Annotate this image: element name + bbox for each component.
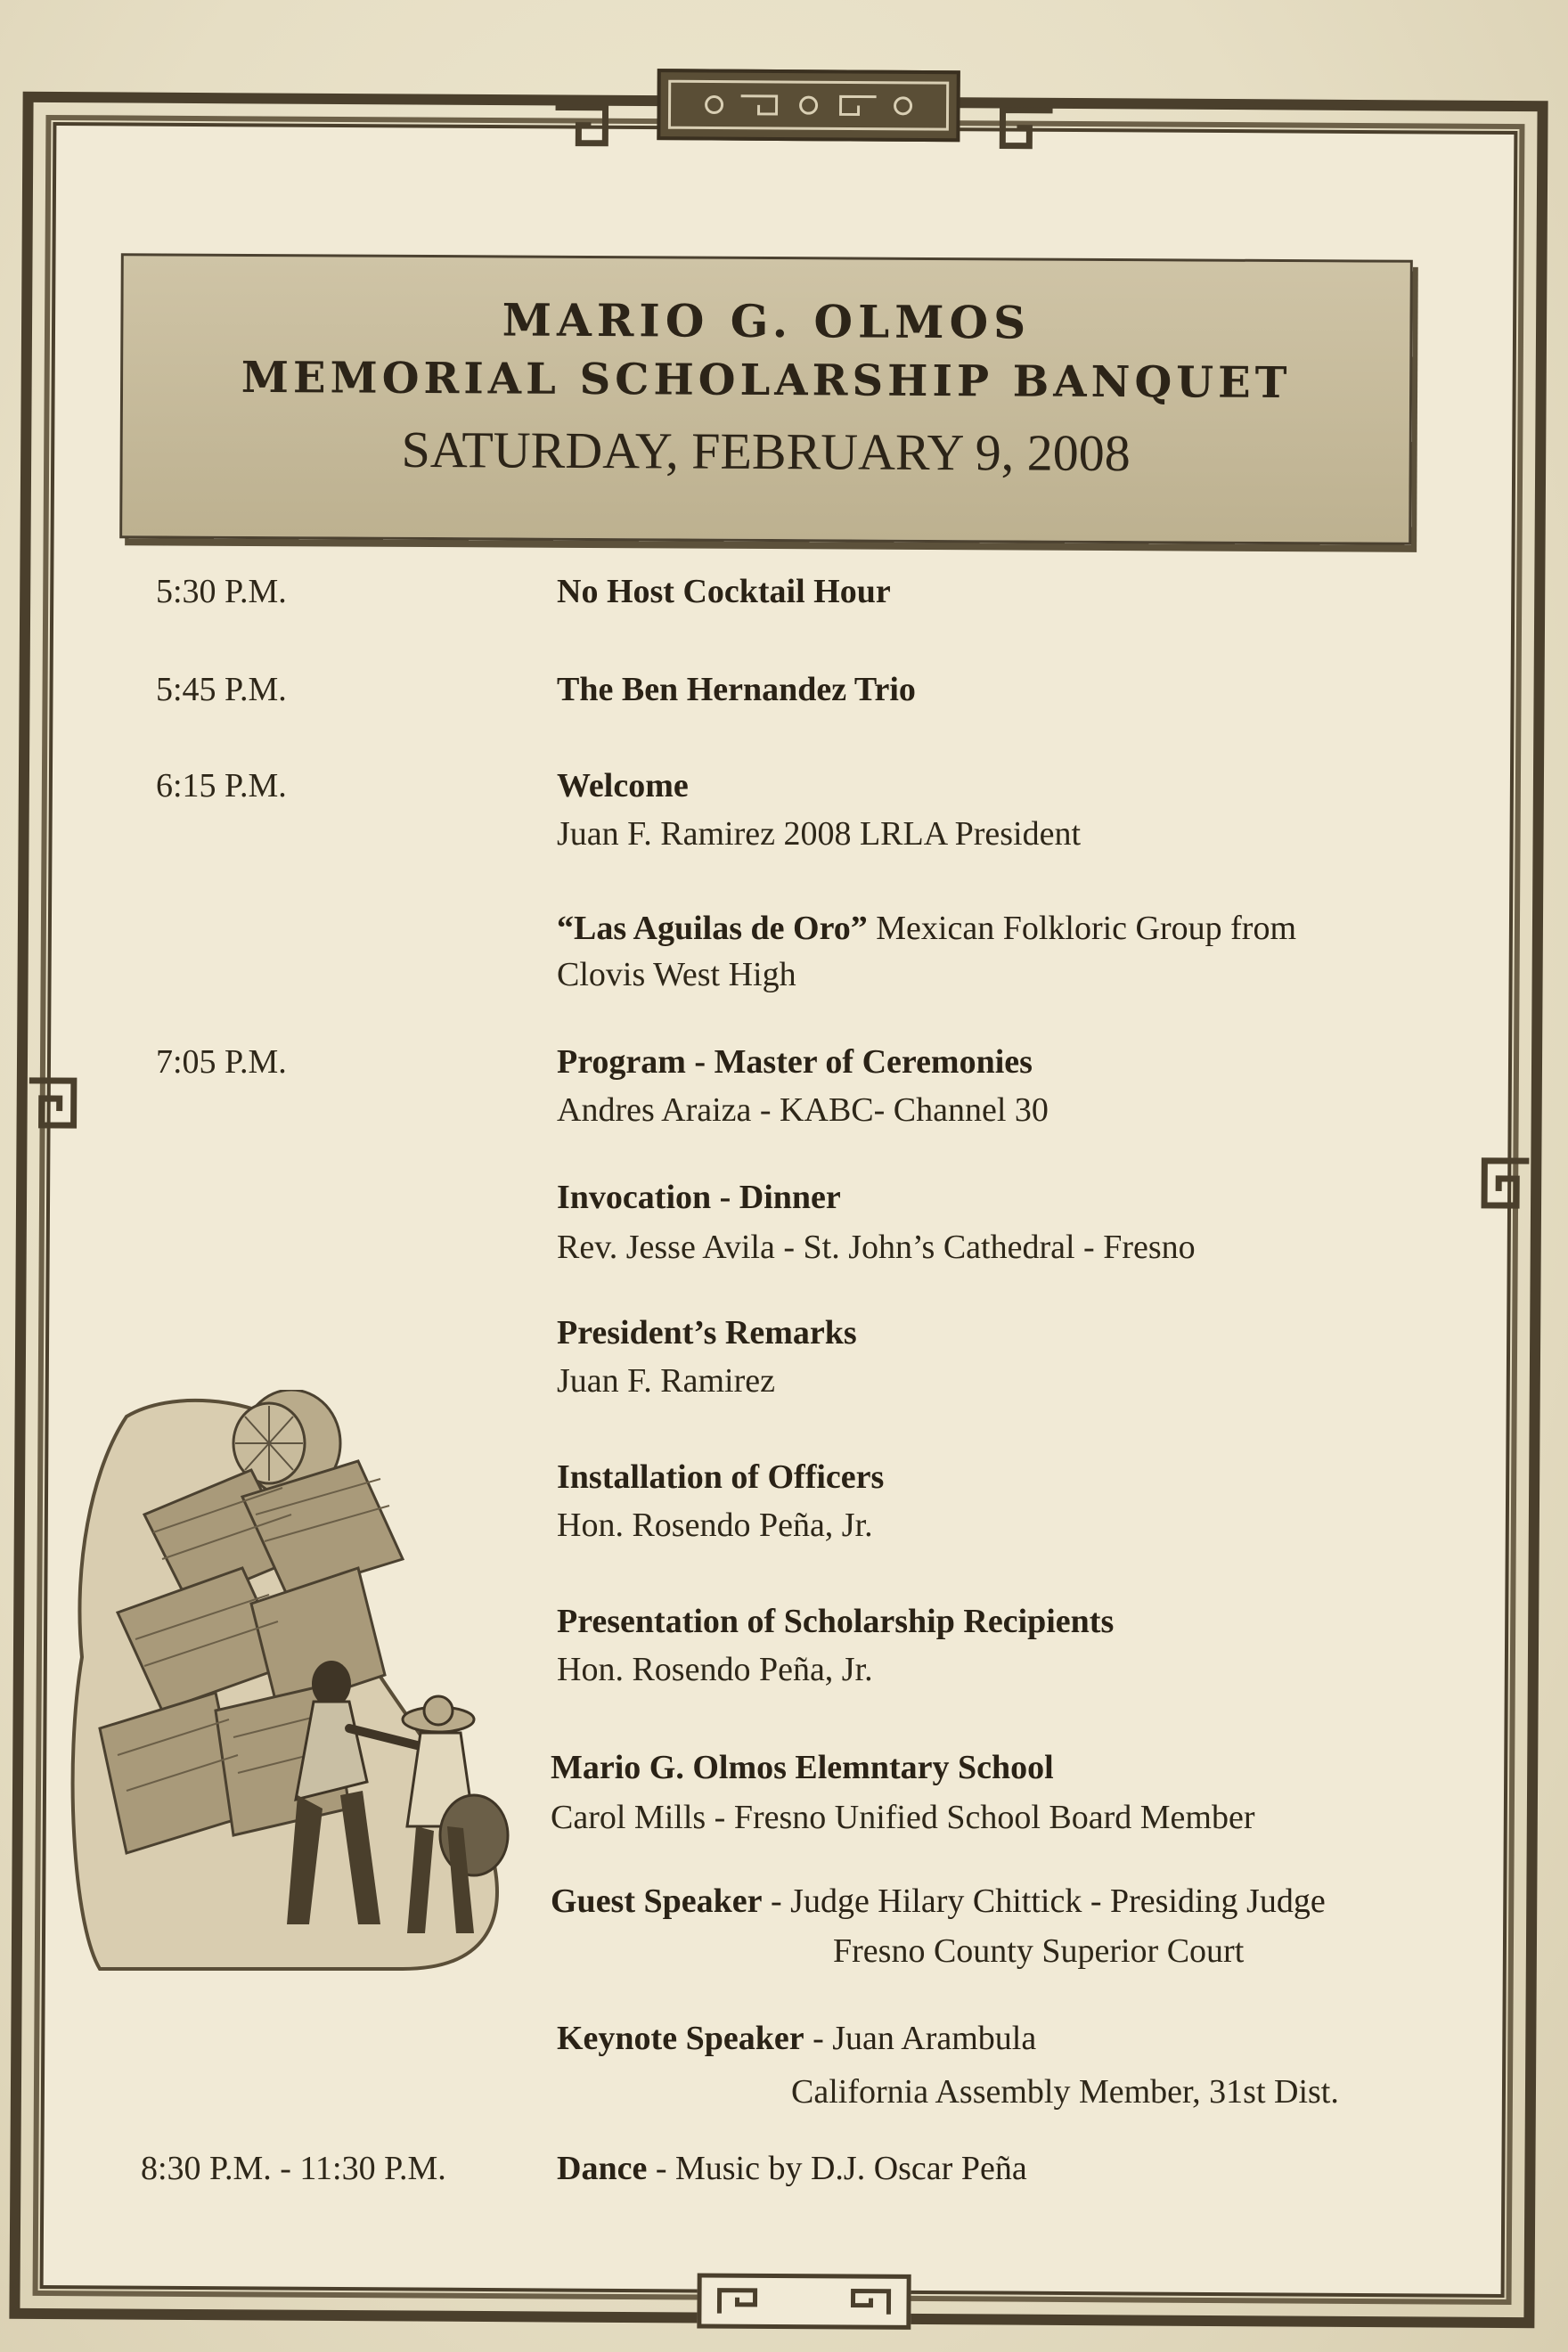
schedule-detail: Juan F. Ramirez 2008 LRLA President	[557, 815, 1081, 853]
flower-vendor-illustration-icon	[64, 1390, 510, 1978]
schedule-time: 8:30 P.M. - 11:30 P.M.	[141, 2150, 446, 2187]
schedule-time: 5:45 P.M.	[156, 671, 287, 708]
schedule-title-rest: - Juan Arambula	[804, 2020, 1037, 2057]
schedule-title-bold: “Las Aguilas de Oro”	[557, 910, 868, 947]
bottom-ornament-plaque	[697, 2273, 911, 2329]
event-name: MEMORIAL SCHOLARSHIP BANQUET	[241, 352, 1292, 409]
schedule-title: Welcome	[557, 767, 689, 804]
schedule-title-bold: Dance	[557, 2150, 648, 2187]
schedule-detail: Fresno County Superior Court	[833, 1932, 1245, 1970]
schedule-title: Program - Master of Ceremonies	[557, 1043, 1033, 1081]
greek-key-right-icon	[1474, 1154, 1536, 1216]
schedule-title-bold: Guest Speaker	[551, 1882, 763, 1920]
schedule-detail: Hon. Rosendo Peña, Jr.	[557, 1651, 873, 1688]
schedule-time: 6:15 P.M.	[156, 767, 287, 804]
top-ornament-plaque	[657, 69, 960, 142]
schedule-detail: Juan F. Ramirez	[557, 1362, 775, 1400]
schedule-detail: Carol Mills - Fresno Unified School Board Member	[551, 1799, 1255, 1836]
greek-key-top-right-icon	[995, 101, 1058, 163]
schedule-title: Presentation of Scholarship Recipients	[557, 1603, 1115, 1640]
schedule-title: No Host Cocktail Hour	[557, 573, 891, 610]
schedule-title-rest: - Music by D.J. Oscar Peña	[647, 2150, 1027, 2187]
schedule-detail: Clovis West High	[557, 956, 796, 993]
schedule-detail: Andres Araiza - KABC- Channel 30	[557, 1091, 1049, 1129]
schedule-title: Installation of Officers	[557, 1458, 885, 1496]
schedule-title-bold: Keynote Speaker	[557, 2020, 804, 2057]
honoree-name: MARIO G. OLMOS	[502, 293, 1032, 349]
greek-key-top-left-icon	[550, 98, 612, 160]
schedule-title	[557, 2149, 1027, 2188]
schedule-time: 7:05 P.M.	[156, 1043, 287, 1081]
banquet-title-banner	[119, 253, 1413, 545]
schedule-title: Mario G. Olmos Elemntary School	[551, 1749, 1054, 1786]
schedule-title	[551, 1882, 1326, 1921]
schedule-title	[557, 909, 1296, 948]
schedule-detail: Hon. Rosendo Peña, Jr.	[557, 1507, 873, 1544]
schedule-detail: Rev. Jesse Avila - St. John’s Cathedral - Fresno	[557, 1229, 1196, 1266]
greek-key-left-icon	[21, 1074, 84, 1136]
schedule-title-rest: - Judge Hilary Chittick - Presiding Judge	[762, 1882, 1326, 1920]
schedule-title	[557, 2019, 1036, 2058]
schedule-title: Invocation - Dinner	[557, 1179, 841, 1216]
schedule-time: 5:30 P.M.	[156, 573, 287, 610]
schedule-title: The Ben Hernandez Trio	[557, 671, 916, 708]
schedule-detail: California Assembly Member, 31st Dist.	[791, 2073, 1339, 2111]
event-date: SATURDAY, FEBRUARY 9, 2008	[401, 420, 1131, 483]
schedule-title-rest: Mexican Folkloric Group from	[867, 910, 1296, 947]
schedule-title: President’s Remarks	[557, 1314, 857, 1352]
